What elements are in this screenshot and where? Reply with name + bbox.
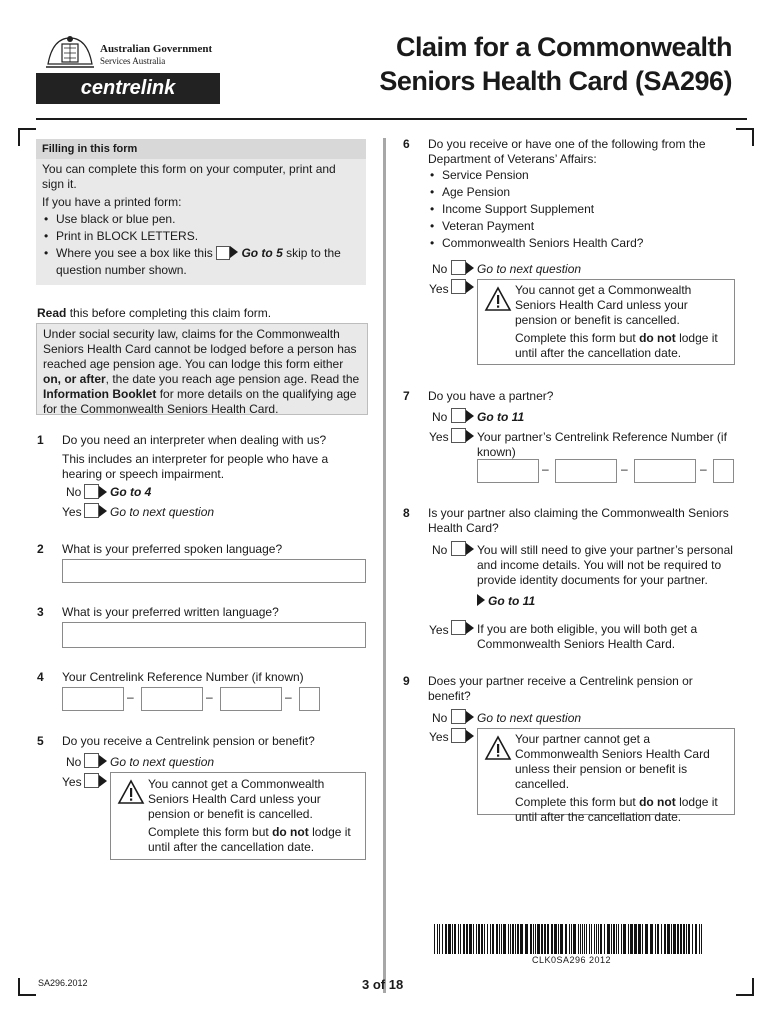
barcode-bar (692, 924, 693, 954)
arrow-right-icon (466, 430, 474, 442)
barcode-bar (586, 924, 587, 954)
question-4-text: Your Centrelink Reference Number (if known) (62, 670, 304, 684)
warning-icon (117, 779, 145, 805)
filling-bullet-3: • Where you see a box like this Go to 5 skip to the question number shown. (42, 245, 360, 279)
arrow-right-icon (99, 775, 107, 787)
barcode-bar (503, 924, 506, 954)
q7-no-goto: Go to 11 (477, 410, 525, 424)
arrow-right-icon (99, 486, 107, 498)
barcode-bar (667, 924, 670, 954)
q9-no-checkbox[interactable] (451, 709, 466, 724)
barcode-bar (591, 924, 592, 954)
barcode-bar (584, 924, 585, 954)
q6-warning-instruction: Complete this form but do not lodge it until after the cancellation date. (515, 331, 718, 360)
q5-warning-text: You cannot get a Commonwealth Seniors Health Card unless your pension or benefit is cancelled. (148, 777, 325, 821)
question-1-note: This includes an interpreter for people who have a hearing or speech impairment. (62, 452, 329, 481)
barcode-bar (492, 924, 494, 954)
q8-no-text: You will still need to give your partner’s personal and income details. You will not be required to provide identity documents for your partner. (477, 543, 733, 587)
read-notice-box (36, 323, 368, 415)
barcode-bar (582, 924, 583, 954)
arrow-right-icon (230, 246, 238, 258)
page-title: Claim for a Commonwealth Seniors Health Card (SA296) (379, 32, 732, 96)
agency-name: Services Australia (100, 56, 166, 66)
question-9-number: 9 (403, 674, 410, 688)
arrow-right-icon (466, 730, 474, 742)
barcode-bar (530, 924, 532, 954)
warning-icon (484, 735, 512, 761)
q6-no-label: No (432, 262, 448, 276)
barcode-bar (565, 924, 567, 954)
q1-yes-checkbox[interactable] (84, 503, 99, 518)
barcode-bar (434, 924, 435, 954)
barcode-bar (657, 924, 659, 954)
q1-no-checkbox[interactable] (84, 484, 99, 499)
barcode-bar (650, 924, 653, 954)
header-rule (36, 118, 747, 120)
q5-no-label: No (66, 755, 82, 769)
q5-no-checkbox[interactable] (84, 753, 99, 768)
centrelink-logo: centrelink (36, 73, 220, 104)
barcode-bar (699, 924, 700, 954)
barcode-bar (611, 924, 612, 954)
question-8-number: 8 (403, 506, 410, 520)
question-5-text: Do you receive a Centrelink pension or benefit? (62, 734, 315, 748)
filling-text-2: If you have a printed form: (42, 195, 182, 209)
filling-instructions-box (36, 139, 366, 285)
question-2-text: What is your preferred spoken language? (62, 542, 283, 556)
barcode-bar (677, 924, 679, 954)
barcode-bar (437, 924, 438, 954)
q8-yes-checkbox[interactable] (451, 620, 466, 635)
q9-warning-box (477, 728, 735, 824)
barcode-bar (642, 924, 643, 954)
list-item: • Commonwealth Seniors Health Card? (428, 235, 643, 252)
question-1-text: Do you need an interpreter when dealing with us? (62, 433, 327, 447)
q1-no-label: No (66, 485, 82, 499)
barcode-bar (671, 924, 672, 954)
barcode-bar (664, 924, 666, 954)
read-heading: Read this before completing this claim form. (37, 306, 272, 320)
list-item: • Veteran Payment (428, 218, 643, 235)
barcode-bar (442, 924, 443, 954)
barcode-bar (452, 924, 453, 954)
q5-yes-label: Yes (62, 775, 82, 789)
q6-yes-label: Yes (429, 282, 449, 296)
q8-yes-text: If you are both eligible, you will both get a Commonwealth Seniors Health Card. (477, 622, 698, 651)
barcode-bar (596, 924, 597, 954)
barcode-bar (598, 924, 599, 954)
barcode-bar (487, 924, 488, 954)
barcode-bar (490, 924, 491, 954)
barcode-bar (466, 924, 468, 954)
question-6-number: 6 (403, 137, 410, 151)
crn-dash: – (700, 462, 707, 476)
barcode-bar (701, 924, 702, 954)
barcode-bar (463, 924, 465, 954)
barcode-bar (600, 924, 602, 954)
barcode-bar (469, 924, 472, 954)
q5-yes-checkbox[interactable] (84, 773, 99, 788)
question-1-number: 1 (37, 433, 44, 447)
q6-benefit-list (428, 167, 643, 252)
barcode-bar (630, 924, 633, 954)
q9-no-label: No (432, 711, 448, 725)
barcode-bar (680, 924, 682, 954)
q6-warning-box (477, 279, 735, 365)
crn-segment-1-input[interactable] (62, 687, 124, 711)
barcode-bar (594, 924, 595, 954)
government-name: Australian Government (100, 43, 213, 55)
corner-mark-bottom-left (18, 978, 36, 996)
crn-dash: – (285, 690, 292, 704)
barcode-bar (571, 924, 572, 954)
crn-dash: – (127, 690, 134, 704)
q7-yes-label: Yes (429, 430, 449, 444)
list-item: • Income Support Supplement (428, 201, 643, 218)
barcode-bar (484, 924, 485, 954)
q6-yes-checkbox[interactable] (451, 279, 466, 294)
barcode-bar (618, 924, 619, 954)
barcode-bar (473, 924, 474, 954)
q6-warning-text: You cannot get a Commonwealth Seniors Health Card unless your pension or benefit is cancelled. (515, 283, 692, 327)
q7-yes-checkbox[interactable] (451, 428, 466, 443)
barcode-bar (695, 924, 697, 954)
read-notice-text: Under social security law, claims for the Commonwealth Seniors Health Card cannot be lodged before a person has reached age pension age. You can lodge this form either on, or after, the date you reach age pension age. Read the Information Booklet for more details on the qualifying age for the Commonwealth Seniors Health Card. (43, 327, 360, 416)
barcode-bar (476, 924, 477, 954)
q9-warning-instruction: Complete this form but do not lodge it until after the cancellation date. (515, 795, 718, 824)
q8-no-goto: Go to 11 (488, 594, 536, 608)
arrow-right-icon (466, 410, 474, 422)
barcode-bar (621, 924, 622, 954)
example-checkbox (216, 246, 230, 260)
crn-dash: – (621, 462, 628, 476)
corner-mark-top-right (736, 128, 754, 146)
q9-yes-checkbox[interactable] (451, 728, 466, 743)
q1-yes-label: Yes (62, 505, 82, 519)
column-divider (383, 138, 386, 993)
barcode-bar (525, 924, 528, 954)
q9-warning-text: Your partner cannot get a Commonwealth Seniors Health Card unless their pension or benefit is cancelled. (515, 732, 710, 791)
arrow-right-icon (99, 755, 107, 767)
crn-dash: – (542, 462, 549, 476)
question-3-number: 3 (37, 605, 44, 619)
crn-segment-2-input[interactable] (141, 687, 203, 711)
q8-no-label: No (432, 543, 448, 557)
arrow-right-icon (466, 622, 474, 634)
barcode-bar (560, 924, 563, 954)
barcode-bar (673, 924, 676, 954)
barcode-bar (638, 924, 641, 954)
form-code: SA296.2012 (38, 978, 88, 988)
q6-no-checkbox[interactable] (451, 260, 466, 275)
spoken-language-input[interactable] (62, 559, 366, 583)
question-6-text: Do you receive or have one of the following from the Department of Veterans’ Affairs: (428, 137, 706, 166)
barcode-bar (547, 924, 549, 954)
barcode-bar (634, 924, 637, 954)
barcode-bar (458, 924, 459, 954)
q1-yes-goto: Go to next question (110, 505, 215, 519)
barcode-bar (551, 924, 553, 954)
question-2-number: 2 (37, 542, 44, 556)
q5-warning-instruction: Complete this form but do not lodge it until after the cancellation date. (148, 825, 351, 854)
written-language-input[interactable] (62, 622, 366, 648)
q5-no-goto: Go to next question (110, 755, 215, 769)
barcode-bar (569, 924, 570, 954)
barcode-bar (460, 924, 461, 954)
barcode (434, 924, 704, 954)
page-number: 3 of 18 (362, 977, 404, 992)
q7-no-label: No (432, 410, 448, 424)
coat-of-arms-icon (44, 34, 96, 70)
partner-crn-segment-2-input[interactable] (555, 459, 617, 483)
arrow-right-icon (466, 543, 474, 555)
barcode-bar (448, 924, 451, 954)
partner-crn-segment-3-input[interactable] (634, 459, 696, 483)
filling-bullet-2: • Print in BLOCK LETTERS. (42, 228, 360, 245)
barcode-bar (512, 924, 514, 954)
barcode-bar (515, 924, 516, 954)
filling-text-1: You can complete this form on your computer, print and sign it. (42, 162, 336, 191)
question-3-text: What is your preferred written language? (62, 605, 279, 619)
barcode-bar (535, 924, 536, 954)
question-7-text: Do you have a partner? (428, 389, 554, 403)
corner-mark-bottom-right (736, 978, 754, 996)
question-4-number: 4 (37, 670, 44, 684)
list-item: • Age Pension (428, 184, 643, 201)
barcode-bar (537, 924, 540, 954)
corner-mark-top-left (18, 128, 36, 146)
filling-heading: Filling in this form (42, 143, 138, 155)
barcode-bar (655, 924, 656, 954)
question-5-number: 5 (37, 734, 44, 748)
barcode-bar (558, 924, 559, 954)
arrow-right-icon (466, 281, 474, 293)
question-8-text: Is your partner also claiming the Commonwealth Seniors Health Card? (428, 506, 729, 535)
barcode-bar (616, 924, 617, 954)
crn-segment-3-input[interactable] (220, 687, 282, 711)
q8-no-checkbox[interactable] (451, 541, 466, 556)
barcode-bar (578, 924, 579, 954)
barcode-bar (573, 924, 576, 954)
barcode-bar (496, 924, 498, 954)
barcode-bar (613, 924, 615, 954)
arrow-right-icon (466, 262, 474, 274)
barcode-bar (508, 924, 509, 954)
filling-bullet-1: • Use black or blue pen. (42, 211, 360, 228)
barcode-bar (683, 924, 685, 954)
barcode-bar (554, 924, 557, 954)
barcode-bar (580, 924, 581, 954)
barcode-bar (541, 924, 543, 954)
barcode-bar (589, 924, 590, 954)
arrow-right-icon (477, 594, 485, 606)
barcode-bar (607, 924, 610, 954)
barcode-bar (628, 924, 629, 954)
barcode-bar (520, 924, 523, 954)
barcode-bar (688, 924, 690, 954)
barcode-bar (510, 924, 511, 954)
q5-warning-box (110, 772, 366, 860)
barcode-bar (661, 924, 662, 954)
q9-yes-label: Yes (429, 730, 449, 744)
list-item: • Service Pension (428, 167, 643, 184)
barcode-bar (517, 924, 519, 954)
arrow-right-icon (99, 505, 107, 517)
crn-check-char-input[interactable] (299, 687, 320, 711)
question-9-text: Does your partner receive a Centrelink pension or benefit? (428, 674, 693, 703)
warning-icon (484, 286, 512, 312)
barcode-bar (481, 924, 483, 954)
question-7-number: 7 (403, 389, 410, 403)
filling-heading-bar (36, 139, 366, 159)
q7-yes-text: Your partner’s Centrelink Reference Number (if known) (477, 430, 727, 459)
arrow-right-icon (466, 711, 474, 723)
barcode-text: CLK0SA296 2012 (532, 955, 612, 965)
q9-no-goto: Go to next question (477, 711, 582, 725)
partner-crn-segment-1-input[interactable] (477, 459, 539, 483)
q6-no-goto: Go to next question (477, 262, 582, 276)
q7-no-checkbox[interactable] (451, 408, 466, 423)
barcode-bar (604, 924, 605, 954)
q8-yes-label: Yes (429, 623, 449, 637)
barcode-bar (478, 924, 480, 954)
crn-dash: – (206, 690, 213, 704)
barcode-bar (499, 924, 500, 954)
barcode-bar (445, 924, 447, 954)
barcode-bar (533, 924, 534, 954)
q1-no-goto: Go to 4 (110, 485, 152, 499)
barcode-bar (439, 924, 440, 954)
barcode-bar (686, 924, 687, 954)
barcode-bar (454, 924, 456, 954)
barcode-bar (645, 924, 648, 954)
barcode-bar (544, 924, 546, 954)
barcode-bar (501, 924, 502, 954)
barcode-bar (623, 924, 626, 954)
partner-crn-check-char-input[interactable] (713, 459, 734, 483)
